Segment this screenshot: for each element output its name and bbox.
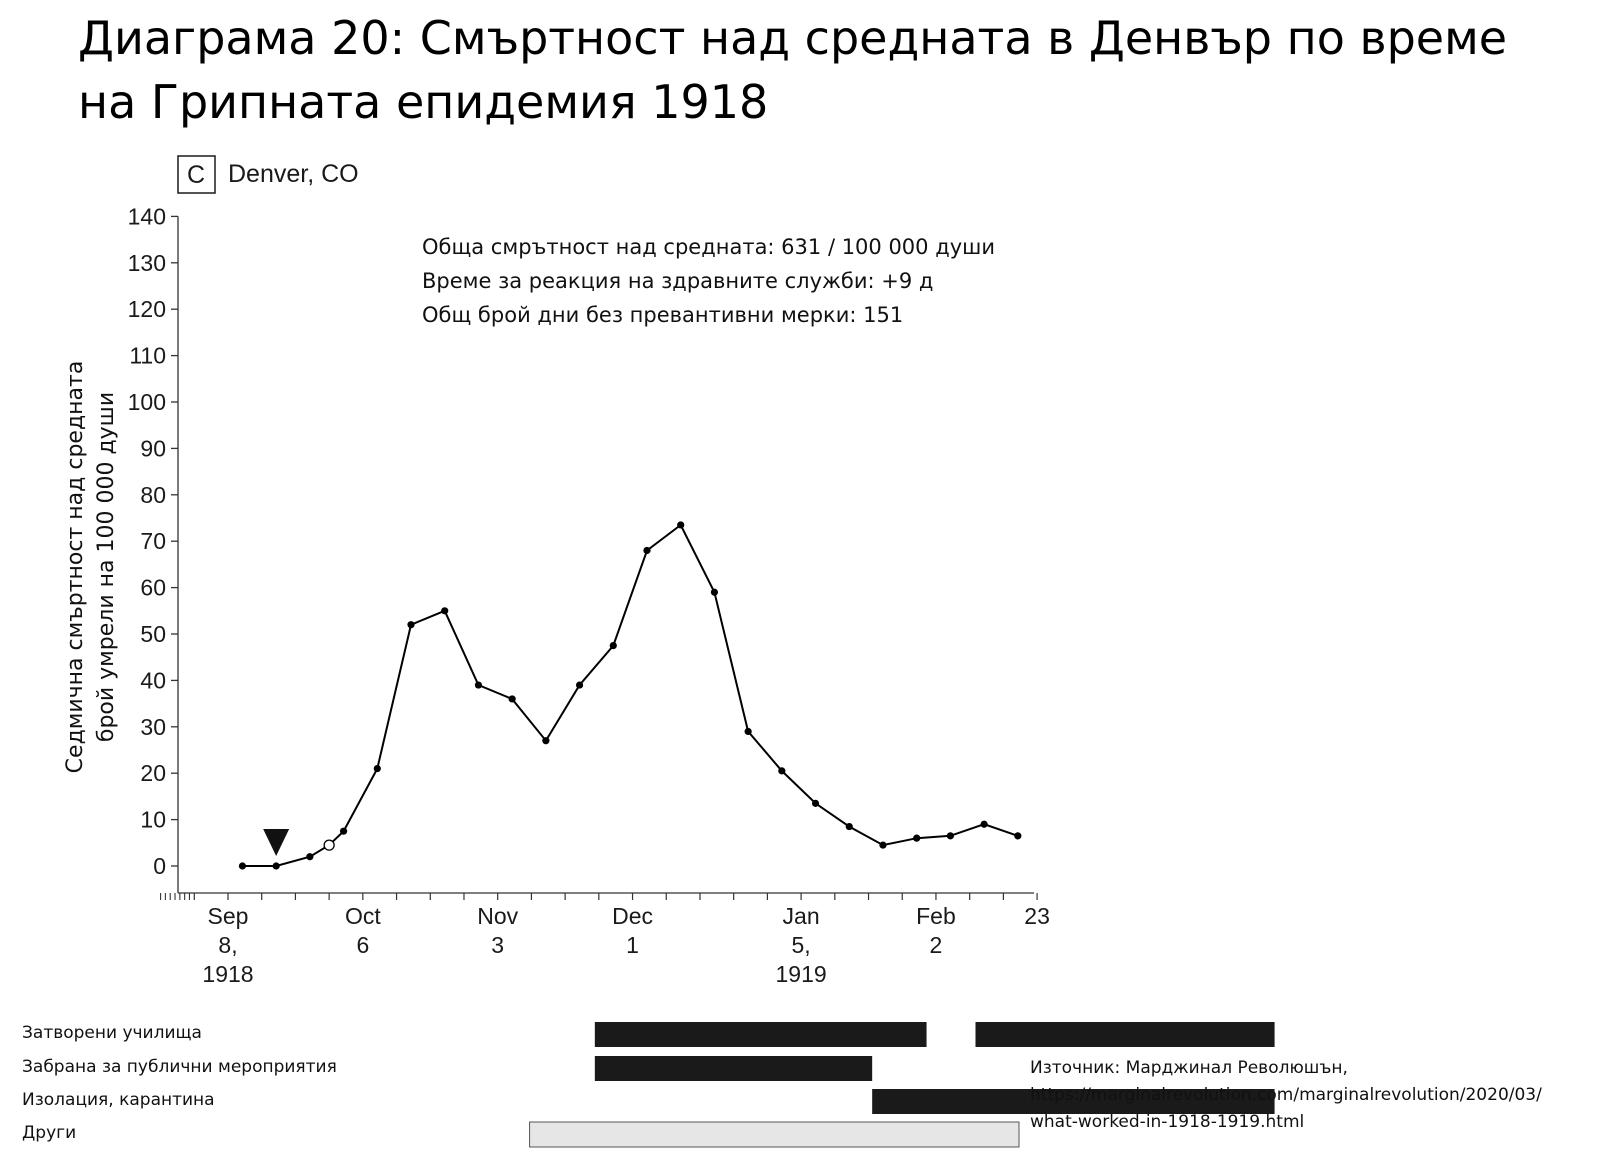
- measure-label: Затворени училища: [22, 1023, 202, 1043]
- measure-label: Забрана за публични мероприятия: [22, 1057, 337, 1077]
- data-point: [879, 842, 886, 849]
- data-point: [981, 821, 988, 828]
- data-point: [407, 621, 414, 628]
- x-tick-label: 1919: [775, 961, 827, 987]
- y-tick-label: 90: [140, 435, 166, 462]
- measure-bar: [975, 1022, 1274, 1047]
- chart-title-line-1: Диаграма 20: Смъртност над средната в Денвър по време: [78, 11, 1508, 65]
- annotation-block: [422, 235, 995, 327]
- y-tick-label: 100: [127, 389, 166, 415]
- x-tick-label: Dec: [612, 903, 653, 929]
- data-point: [711, 589, 718, 596]
- data-point: [745, 728, 752, 735]
- source-line-3: what-worked-in-1918-1919.html: [1030, 1112, 1305, 1132]
- annotation-line: Обща смрътност над средната: 631 / 100 000 души: [422, 235, 996, 259]
- data-point: [273, 862, 280, 869]
- panel-label-group: [178, 156, 359, 193]
- y-tick-label: 60: [140, 574, 166, 601]
- x-tick-label: 2: [929, 932, 943, 958]
- data-point: [812, 800, 819, 807]
- data-point: [239, 862, 246, 869]
- data-point: [509, 695, 516, 702]
- x-tick-label: 5,: [791, 932, 811, 958]
- series-group: [239, 521, 1022, 869]
- series-line: [242, 525, 1017, 866]
- y-tick-label: 110: [129, 342, 166, 369]
- chart-title-line-2: на Грипната епидемия 1918: [78, 75, 769, 129]
- data-point: [306, 853, 313, 860]
- data-point: [441, 607, 448, 614]
- data-point: [947, 832, 954, 839]
- data-point: [374, 765, 381, 772]
- panel-city: Denver, CO: [228, 160, 359, 188]
- y-tick-label: 80: [140, 481, 166, 508]
- y-tick-label: 130: [127, 249, 166, 276]
- y-axis-label-line: брой умрели на 100 000 души: [94, 391, 119, 743]
- annotation-line: Време за реакция на здравните служби: +9 д: [422, 269, 934, 293]
- data-point: [324, 840, 334, 850]
- data-point: [475, 681, 482, 688]
- y-tick-label: 140: [127, 203, 166, 230]
- x-tick-label: Jan: [782, 903, 820, 929]
- measure-bar: [595, 1022, 927, 1047]
- y-tick-label: 70: [140, 528, 166, 555]
- x-tick-label: 1918: [202, 961, 254, 987]
- measure-bar: [595, 1056, 872, 1081]
- data-point: [610, 642, 617, 649]
- x-tick-label: Nov: [477, 903, 519, 929]
- x-tick-label: 3: [491, 932, 505, 958]
- annotation-line: Общ брой дни без превантивни мерки: 151: [422, 303, 904, 327]
- response-marker-triangle: [263, 829, 289, 856]
- y-tick-label: 10: [140, 806, 166, 833]
- x-tick-label: Oct: [344, 903, 381, 929]
- panel-letter: C: [186, 161, 206, 189]
- data-point: [643, 547, 650, 554]
- x-tick-label: Feb: [916, 903, 956, 929]
- data-point: [846, 823, 853, 830]
- x-tick-label: 8,: [218, 932, 238, 958]
- data-point: [1014, 832, 1021, 839]
- y-tick-label: 120: [127, 296, 166, 323]
- data-point: [778, 767, 785, 774]
- data-point: [576, 681, 583, 688]
- data-point: [913, 835, 920, 842]
- y-tick-label: 20: [140, 760, 166, 787]
- y-tick-label: 40: [140, 667, 166, 694]
- source-note: [1030, 1055, 1590, 1136]
- source-line-1: Източник: Марджинал Революшън,: [1030, 1058, 1348, 1078]
- y-tick-label: 0: [153, 853, 166, 879]
- y-axis-label-line: Седмична смъртност над средната: [63, 360, 88, 774]
- measure-label: Други: [22, 1123, 77, 1143]
- x-tick-label: 23: [1024, 903, 1050, 929]
- source-line-2: https://marginalrevolution.com/marginalrevolution/2020/03/: [1030, 1085, 1542, 1105]
- data-point: [677, 521, 684, 528]
- x-tick-label: Sep: [207, 903, 249, 929]
- measure-bar: [530, 1122, 1019, 1147]
- x-tick-label: 6: [356, 932, 370, 958]
- data-point: [340, 828, 347, 835]
- measure-label: Изолация, карантина: [22, 1090, 215, 1110]
- y-axis-label: [63, 361, 119, 774]
- y-tick-label: 50: [140, 621, 166, 647]
- x-tick-label: 1: [626, 932, 639, 958]
- y-tick-label: 30: [140, 713, 166, 740]
- data-point: [542, 737, 549, 744]
